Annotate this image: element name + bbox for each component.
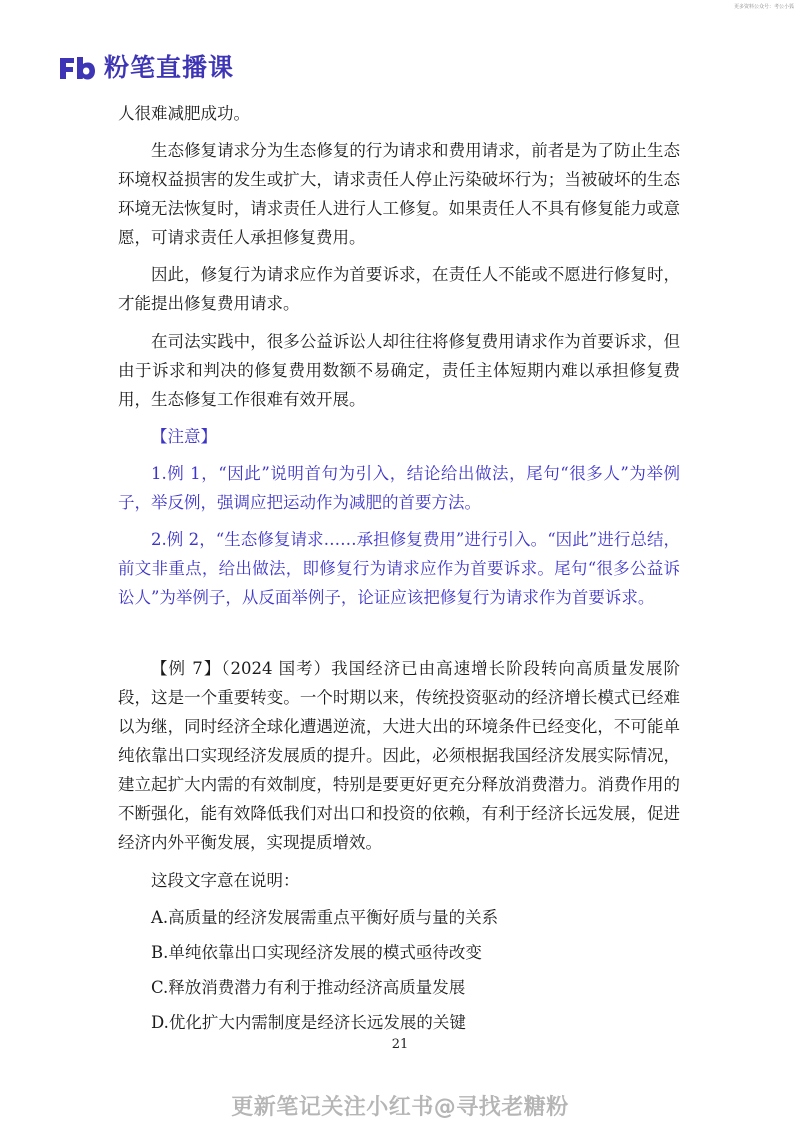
paragraph: 因此，修复行为请求应作为首要诉求，在责任人不能或不愿进行修复时，才能提出修复费用请求。 (118, 265, 680, 314)
option-d: D.优化扩大内需制度是经济长远发展的关键 (151, 1012, 466, 1032)
option-b: B.单纯依靠出口实现经济发展的模式亟待改变 (151, 942, 482, 962)
paragraph: 在司法实践中，很多公益诉讼人却往往将修复费用请求作为首要诉求，但由于诉求和判决的修复费用数额不易确定，责任主体短期内难以承担修复费用，生态修复工作很难有效开展。 (118, 331, 680, 409)
document-body (118, 99, 680, 1043)
note-heading: 【注意】 (151, 426, 217, 446)
paragraph: 生态修复请求分为生态修复的行为请求和费用请求，前者是为了防止生态环境权益损害的发生或扩大，请求责任人停止污染破坏行为；当被破坏的生态环境无法恢复时，请求责任人进行人工修复。如果责任人不具有修复能力或意愿，可请求责任人承担修复费用。 (118, 141, 680, 248)
section-spacer (118, 620, 680, 654)
brand-header (58, 52, 234, 84)
option-c: C.释放消费潜力有利于推动经济高质量发展 (151, 977, 466, 997)
footer-banner: 更新笔记关注小红书@寻找老糖粉 (231, 1095, 569, 1120)
option-a: A.高质量的经济发展需重点平衡好质与量的关系 (151, 907, 499, 927)
corner-note: 更多资料公众号：考公小狐 (733, 4, 794, 10)
page-number: 21 (391, 1037, 409, 1052)
note-item: 1.例 1，“因此”说明首句为引入，结论给出做法，尾句“很多人”为举例子，举反例，强调应把运动作为减肥的首要方法。 (118, 463, 680, 512)
note-item: 2.例 2，“生态修复请求……承担修复费用”进行引入。“因此”进行总结，前文非重点，给出做法，即修复行为请求应作为首要诉求。尾句“很多公益诉讼人”为举例子，从反面举例子，论证应该把修复行为请求作为首要诉求。 (118, 530, 680, 608)
paragraph: 人很难减肥成功。 (118, 104, 250, 123)
question-prompt: 这段文字意在说明： (151, 870, 300, 890)
fenbi-logo-icon (58, 54, 96, 82)
question-stem: 【例 7】（2024 国考）我国经济已由高速增长阶段转向高质量发展阶段，这是一个重要转变。一个时期以来，传统投资驱动的经济增长模式已经难以为继，同时经济全球化遭遇逆流，大进大出的环境条件已经变化，不可能单纯依靠出口实现经济发展质的提升。因此，必须根据我国经济发展实际情况，建立起扩大内需的有效制度，特别是要更好更充分释放消费潜力。消费作用的不断强化，能有效降低我们对出口和投资的依赖，有利于经济长远发展，促进经济内外平衡发展，实现提质增效。 (118, 659, 680, 853)
brand-name: 粉笔直播课 (104, 53, 235, 82)
